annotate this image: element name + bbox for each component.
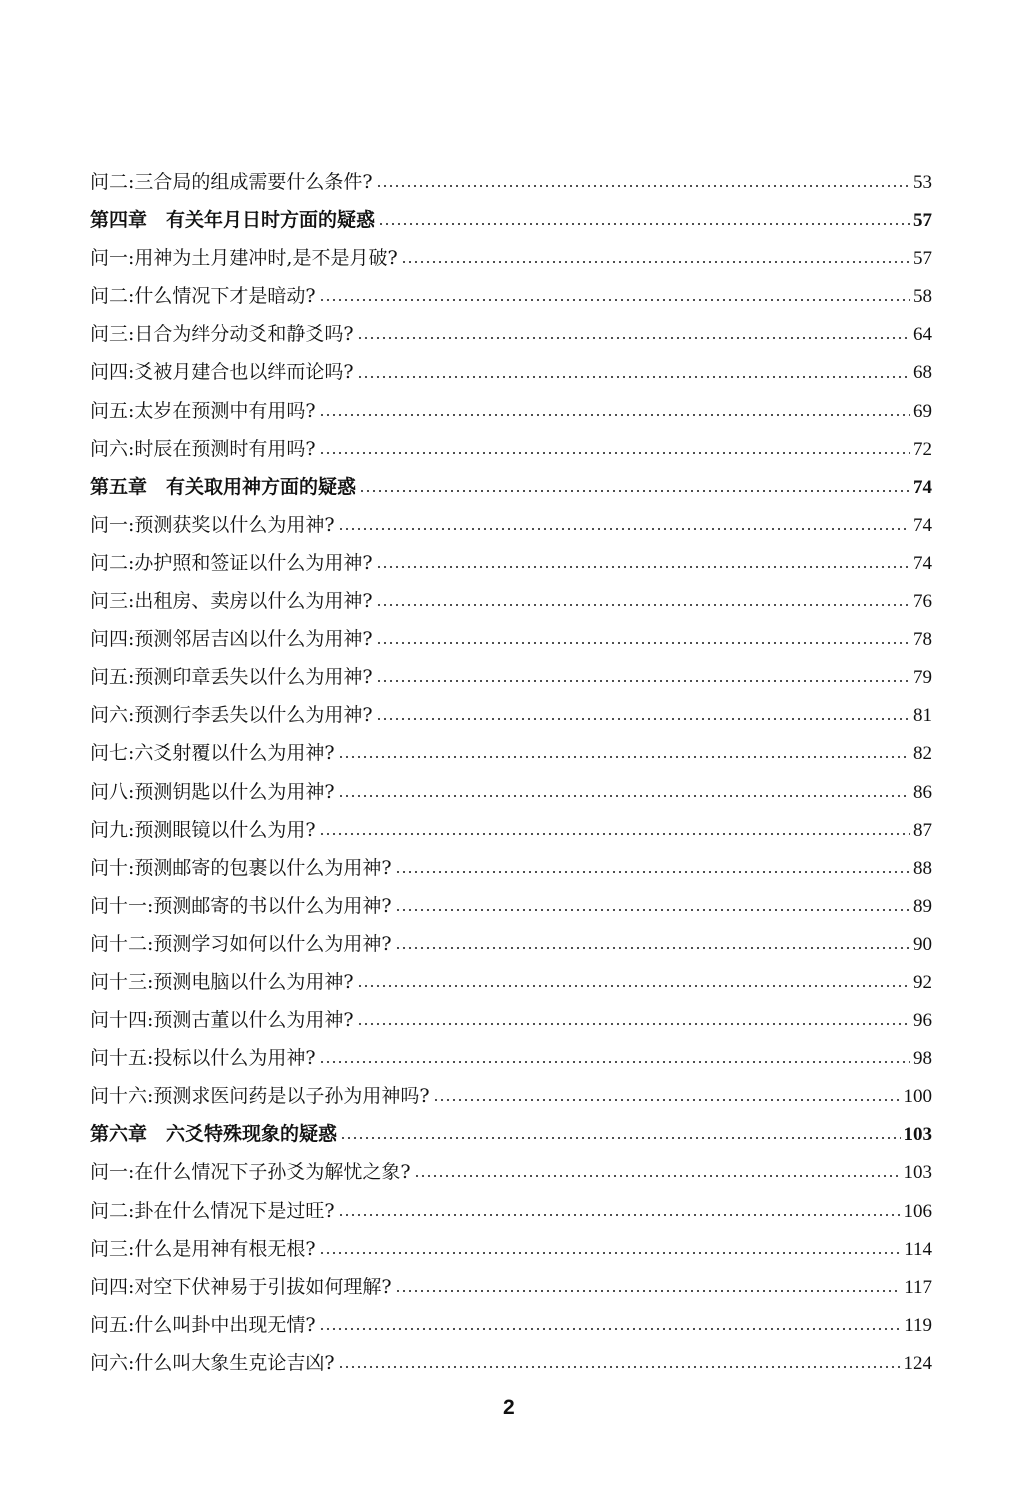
table-of-contents <box>90 163 932 1382</box>
toc-entry-title: 问一:在什么情况下子孙爻为解忧之象? <box>90 1161 411 1184</box>
toc-entry <box>90 1344 932 1382</box>
toc-entry-page-number: 124 <box>903 1352 932 1374</box>
toc-entry-title: 问六:预测行李丢失以什么为用神? <box>90 704 373 727</box>
toc-dot-leader <box>376 642 910 644</box>
toc-entry <box>90 887 932 925</box>
toc-entry-title: 问四:爻被月建合也以绊而论吗? <box>90 361 354 384</box>
toc-entry-page-number: 114 <box>904 1238 932 1260</box>
page-number: 2 <box>503 1396 515 1419</box>
toc-entry-title: 问三:什么是用神有根无根? <box>90 1237 316 1260</box>
toc-entry-page-number: 64 <box>913 324 932 346</box>
toc-entry-page-number: 53 <box>913 172 932 193</box>
toc-dot-leader <box>319 414 910 416</box>
toc-entry <box>90 277 932 315</box>
toc-dot-leader <box>319 1328 902 1330</box>
toc-entry-title: 问一:预测获奖以什么为用神? <box>90 513 335 536</box>
toc-entry <box>90 1306 932 1344</box>
toc-dot-leader <box>338 1366 901 1368</box>
toc-entry <box>90 1192 932 1230</box>
toc-dot-leader <box>378 223 910 225</box>
toc-dot-leader <box>359 490 910 492</box>
toc-dot-leader <box>319 299 910 301</box>
toc-dot-leader <box>376 718 910 720</box>
toc-dot-leader <box>395 1290 902 1292</box>
toc-chapter-entry <box>90 1115 932 1153</box>
toc-entry-page-number: 87 <box>913 819 932 841</box>
toc-entry-page-number: 57 <box>913 248 932 270</box>
toc-entry <box>90 582 932 620</box>
toc-entry-page-number: 82 <box>913 743 932 765</box>
toc-entry-title: 第四章 有关年月日时方面的疑惑 <box>90 209 376 232</box>
toc-entry-page-number: 119 <box>904 1314 932 1336</box>
toc-entry-page-number: 92 <box>913 971 932 993</box>
toc-entry <box>90 1153 932 1191</box>
toc-entry <box>90 658 932 696</box>
toc-entry-page-number: 98 <box>913 1048 932 1070</box>
toc-dot-leader <box>319 833 910 835</box>
toc-entry-title: 问十六:预测求医问药是以子孙为用神吗? <box>90 1085 430 1108</box>
toc-dot-leader <box>319 1252 902 1254</box>
toc-entry <box>90 1077 932 1115</box>
toc-entry-page-number: 103 <box>903 1124 932 1146</box>
toc-entry <box>90 620 932 658</box>
toc-dot-leader <box>319 452 910 454</box>
toc-entry-title: 问六:时辰在预测时有用吗? <box>90 437 316 460</box>
toc-dot-leader <box>395 871 910 873</box>
toc-dot-leader <box>376 680 910 682</box>
toc-entry <box>90 1268 932 1306</box>
toc-entry <box>90 696 932 734</box>
toc-entry-page-number: 90 <box>913 933 932 955</box>
toc-entry-page-number: 88 <box>913 857 932 879</box>
toc-entry-page-number: 57 <box>913 210 932 232</box>
toc-entry <box>90 734 932 772</box>
toc-dot-leader <box>338 1214 901 1216</box>
toc-dot-leader <box>414 1175 901 1177</box>
toc-entry-title: 第五章 有关取用神方面的疑惑 <box>90 475 357 498</box>
toc-entry <box>90 506 932 544</box>
toc-entry <box>90 925 932 963</box>
toc-dot-leader <box>395 947 910 949</box>
toc-dot-leader <box>376 566 910 568</box>
toc-entry-page-number: 78 <box>913 629 932 651</box>
toc-entry-title: 问二:办护照和签证以什么为用神? <box>90 551 373 574</box>
toc-entry-title: 问十二:预测学习如何以什么为用神? <box>90 932 392 955</box>
toc-dot-leader <box>338 756 910 758</box>
toc-entry-page-number: 89 <box>913 895 932 917</box>
toc-entry-page-number: 69 <box>913 400 932 422</box>
toc-entry <box>90 1230 932 1268</box>
toc-dot-leader <box>340 1137 900 1139</box>
toc-entry-title: 问七:六爻射覆以什么为用神? <box>90 742 335 765</box>
toc-entry-title: 问二:三合局的组成需要什么条件? <box>90 171 373 193</box>
toc-dot-leader <box>376 604 910 606</box>
toc-entry-title: 问五:什么叫卦中出现无情? <box>90 1313 316 1336</box>
toc-entry <box>90 163 932 201</box>
toc-entry-title: 问九:预测眼镜以什么为用? <box>90 818 316 841</box>
toc-entry <box>90 315 932 353</box>
toc-entry-title: 问一:用神为土月建冲时,是不是月破? <box>90 247 398 270</box>
toc-entry <box>90 392 932 430</box>
toc-entry <box>90 239 932 277</box>
toc-entry-title: 第六章 六爻特殊现象的疑惑 <box>90 1123 338 1146</box>
toc-dot-leader <box>357 337 910 339</box>
toc-entry <box>90 811 932 849</box>
toc-entry <box>90 430 932 468</box>
toc-entry-title: 问二:卦在什么情况下是过旺? <box>90 1199 335 1222</box>
toc-dot-leader <box>357 1023 910 1025</box>
toc-dot-leader <box>433 1099 901 1101</box>
toc-entry-title: 问六:什么叫大象生克论吉凶? <box>90 1351 335 1374</box>
toc-entry-page-number: 79 <box>913 667 932 689</box>
toc-entry-page-number: 72 <box>913 438 932 460</box>
toc-entry-title: 问八:预测钥匙以什么为用神? <box>90 780 335 803</box>
toc-entry-title: 问十四:预测古董以什么为用神? <box>90 1009 354 1032</box>
toc-entry-page-number: 96 <box>913 1010 932 1032</box>
toc-dot-leader <box>319 1061 910 1063</box>
toc-entry-title: 问四:预测邻居吉凶以什么为用神? <box>90 628 373 651</box>
toc-entry-title: 问十三:预测电脑以什么为用神? <box>90 970 354 993</box>
toc-dot-leader <box>338 795 910 797</box>
toc-entry-page-number: 100 <box>903 1086 932 1108</box>
toc-entry-page-number: 68 <box>913 362 932 384</box>
toc-chapter-entry <box>90 201 932 239</box>
toc-entry-page-number: 58 <box>913 286 932 308</box>
toc-entry-title: 问十五:投标以什么为用神? <box>90 1047 316 1070</box>
toc-entry-page-number: 81 <box>913 705 932 727</box>
toc-entry-title: 问三:日合为绊分动爻和静爻吗? <box>90 323 354 346</box>
toc-entry-title: 问十:预测邮寄的包裹以什么为用神? <box>90 856 392 879</box>
toc-entry <box>90 544 932 582</box>
toc-entry-title: 问三:出租房、卖房以什么为用神? <box>90 590 373 613</box>
toc-entry-title: 问十一:预测邮寄的书以什么为用神? <box>90 894 392 917</box>
toc-entry-title: 问二:什么情况下才是暗动? <box>90 285 316 308</box>
toc-dot-leader <box>357 985 910 987</box>
toc-entry <box>90 1039 932 1077</box>
toc-entry-page-number: 103 <box>903 1162 932 1184</box>
toc-entry-page-number: 74 <box>913 552 932 574</box>
toc-entry-page-number: 76 <box>913 591 932 613</box>
toc-dot-leader <box>338 528 910 530</box>
toc-entry-title: 问四:对空下伏神易于引拔如何理解? <box>90 1275 392 1298</box>
toc-entry <box>90 1001 932 1039</box>
toc-entry-page-number: 106 <box>903 1200 932 1222</box>
toc-entry <box>90 773 932 811</box>
toc-entry-page-number: 117 <box>904 1276 932 1298</box>
toc-entry-title: 问五:太岁在预测中有用吗? <box>90 399 316 422</box>
toc-entry <box>90 963 932 1001</box>
toc-dot-leader <box>395 909 910 911</box>
toc-entry <box>90 849 932 887</box>
toc-chapter-entry <box>90 468 932 506</box>
toc-dot-leader <box>401 261 910 263</box>
toc-entry-page-number: 86 <box>913 781 932 803</box>
toc-entry-page-number: 74 <box>913 514 932 536</box>
toc-dot-leader <box>357 376 910 378</box>
toc-entry-title: 问五:预测印章丢失以什么为用神? <box>90 666 373 689</box>
toc-entry-page-number: 74 <box>913 476 932 498</box>
toc-dot-leader <box>376 185 910 187</box>
toc-entry <box>90 353 932 391</box>
